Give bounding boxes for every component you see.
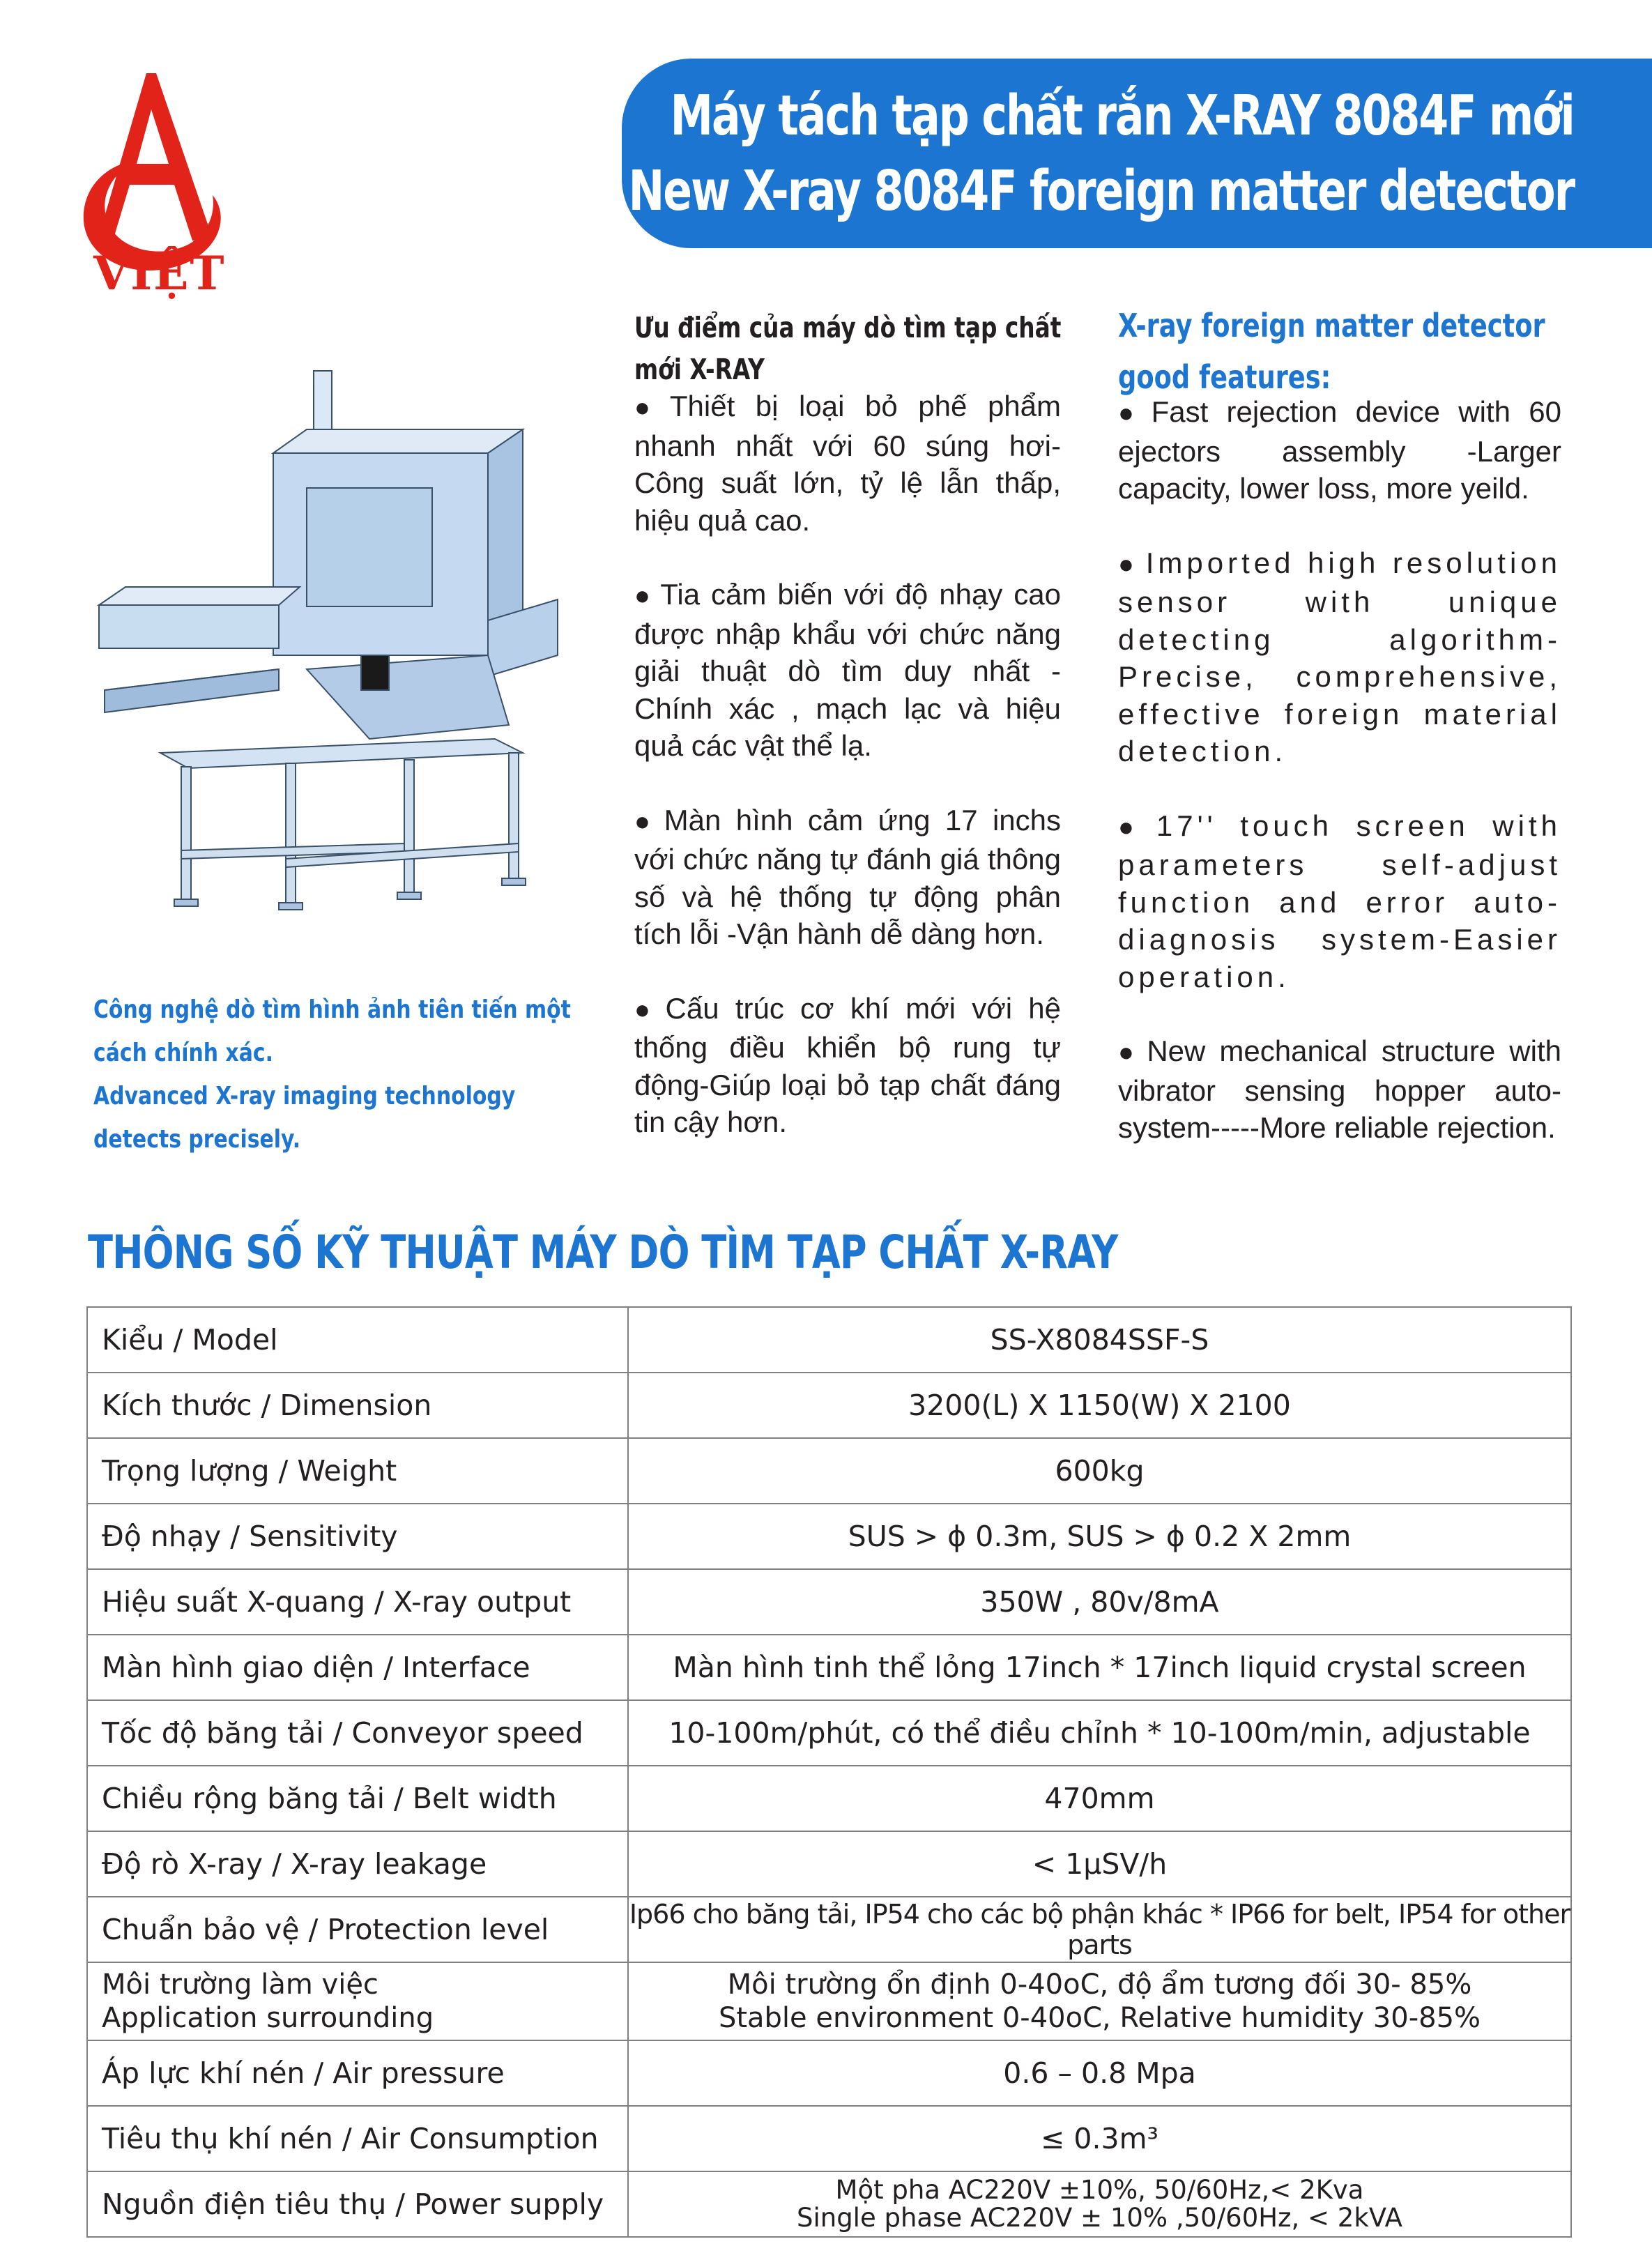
- spec-value: Ip66 cho băng tải, IP54 cho các bộ phận khác * IP66 for belt, IP54 for other parts: [628, 1897, 1571, 1962]
- features-heading: X-ray foreign matter detector: [1118, 307, 1545, 344]
- table-row: [87, 1700, 1571, 1766]
- spec-value: SUS > ɸ 0.3m, SUS > ɸ 0.2 X 2mm: [628, 1504, 1571, 1569]
- spec-label: Trọng lượng / Weight: [87, 1438, 628, 1504]
- table-row: [87, 2106, 1571, 2171]
- feature-item: ● Fast rejection device with 60 ejectors assembly -Larger capacity, lower loss, more yeild.: [1118, 395, 1561, 505]
- table-row: [87, 1569, 1571, 1635]
- feature-item: ● Màn hình cảm ứng 17 inchs với chức năng tự đánh giá thông số và hệ thống tự động phân tích lỗi -Vận hành dễ dàng hơn.: [634, 803, 1061, 950]
- spec-label: Tốc độ băng tải / Conveyor speed: [87, 1700, 628, 1766]
- spec-value: SS-X8084SSF-S: [628, 1307, 1571, 1373]
- spec-label: Độ rò X-ray / X-ray leakage: [87, 1831, 628, 1897]
- table-row: [87, 1307, 1571, 1373]
- feature-item: ● Thiết bị loại bỏ phế phẩm nhanh nhất với 60 súng hơi- Công suất lớn, tỷ lệ lẫn thấp, hiệu quả cao.: [634, 390, 1062, 537]
- spec-label: Chiều rộng băng tải / Belt width: [87, 1766, 628, 1831]
- bullet-icon: ●: [1118, 549, 1139, 579]
- feature-item: ● New mechanical structure with vibrator sensing hopper auto-system-----More reliable rejection.: [1118, 1034, 1561, 1144]
- bullet-icon: ●: [1118, 399, 1145, 428]
- spec-value-line: Stable environment 0-40oC, Relative humidity 30-85%: [718, 2002, 1481, 2034]
- bullet-icon: ●: [634, 581, 654, 611]
- spec-value: 10-100m/phút, có thể điều chỉnh * 10-100m/min, adjustable: [628, 1700, 1571, 1766]
- spec-label: Chuẩn bảo vệ / Protection level: [87, 1897, 628, 1962]
- table-row: [87, 1373, 1571, 1438]
- spec-value: [628, 1962, 1571, 2040]
- bullet-icon: ●: [1118, 1038, 1140, 1067]
- title-vietnamese: Máy tách tạp chất rắn X-RAY 8084F mới: [670, 84, 1574, 148]
- caption-line: detects precisely.: [93, 1125, 301, 1154]
- title-english: New X-ray 8084F foreign matter detector: [628, 159, 1574, 223]
- bullet-icon: ●: [634, 995, 659, 1025]
- spec-value: ≤ 0.3m³: [628, 2106, 1571, 2171]
- table-row: [87, 1962, 1571, 2040]
- table-row: [87, 1766, 1571, 1831]
- features-heading: good features:: [1118, 358, 1331, 396]
- xray-machine-illustration: [77, 362, 565, 934]
- image-caption: [93, 988, 574, 1161]
- bullet-icon: ●: [634, 807, 657, 836]
- company-logo: [70, 66, 251, 307]
- feature-item: ● Tia cảm biến với độ nhạy cao được nhập khẩu với chức năng giải thuật dò tìm duy nhất - Chính xác , mạch lạc và hiệu quả các vật thể lạ.: [634, 578, 1062, 762]
- feature-item: ● Cấu trúc cơ khí mới với hệ thống điều khiển bộ rung tự động-Giúp loại bỏ tạp chất đáng tin cậy hơn.: [634, 991, 1062, 1138]
- spec-title: THÔNG SỐ KỸ THUẬT MÁY DÒ TÌM TẠP CHẤT X-RAY: [88, 1225, 1118, 1279]
- table-row: [87, 1438, 1571, 1504]
- title-banner: [622, 59, 1652, 248]
- feature-item: ● Imported high resolution sensor with unique detecting algorithm-Precise, comprehensive, effective foreign material detection.: [1118, 546, 1561, 767]
- spec-label: Hiệu suất X-quang / X-ray output: [87, 1569, 628, 1635]
- bullet-icon: ●: [1118, 812, 1149, 842]
- spec-value: Màn hình tinh thể lỏng 17inch * 17inch liquid crystal screen: [628, 1635, 1571, 1700]
- spec-value: < 1µSV/h: [628, 1831, 1571, 1897]
- spec-value-line: Single phase AC220V ± 10% ,50/60Hz, < 2kVA: [796, 2203, 1402, 2233]
- caption-line: Advanced X-ray imaging technology: [93, 1082, 516, 1110]
- spec-label: [87, 1962, 628, 2040]
- spec-label-line: Application surrounding: [102, 2002, 434, 2034]
- feature-item: ● 17'' touch screen with parameters self-adjust function and error auto-diagnosis system-Easier operation.: [1118, 809, 1561, 993]
- spec-value: 470mm: [628, 1766, 1571, 1831]
- spec-value: 350W , 80v/8mA: [628, 1569, 1571, 1635]
- spec-label-line: Môi trường làm việc: [102, 1969, 378, 2001]
- table-row: [87, 1504, 1571, 1569]
- spec-value: 3200(L) X 1150(W) X 2100: [628, 1373, 1571, 1438]
- table-row: [87, 1635, 1571, 1700]
- table-row: [87, 2171, 1571, 2237]
- spec-value-line: Môi trường ổn định 0-40oC, độ ẩm tương đối 30- 85%: [727, 1969, 1472, 2001]
- table-row: [87, 1831, 1571, 1897]
- spec-table: [86, 1306, 1572, 2238]
- features-english: [1118, 300, 1561, 1184]
- spec-label: Tiêu thụ khí nén / Air Consumption: [87, 2106, 628, 2171]
- table-row: [87, 2040, 1571, 2106]
- spec-value: 600kg: [628, 1438, 1571, 1504]
- spec-value: [628, 2171, 1571, 2237]
- logo-text: VIỆT: [93, 246, 226, 300]
- spec-value-line: Một pha AC220V ±10%, 50/60Hz,< 2Kva: [835, 2175, 1364, 2205]
- spec-label: Kích thước / Dimension: [87, 1373, 628, 1438]
- spec-label: Nguồn điện tiêu thụ / Power supply: [87, 2171, 628, 2237]
- bullet-icon: ●: [634, 393, 663, 422]
- caption-line: Công nghệ dò tìm hình ảnh tiên tiến một: [93, 995, 571, 1024]
- spec-value: 0.6 – 0.8 Mpa: [628, 2040, 1571, 2106]
- spec-label: Kiểu / Model: [87, 1307, 628, 1373]
- spec-label: Áp lực khí nén / Air pressure: [87, 2040, 628, 2106]
- features-heading: Ưu điểm của máy dò tìm tạp chất: [634, 311, 1062, 344]
- table-row: [87, 1897, 1571, 1962]
- spec-label: Màn hình giao diện / Interface: [87, 1635, 628, 1700]
- features-vietnamese: [634, 307, 1061, 1178]
- features-heading: mới X-RAY: [634, 353, 765, 386]
- spec-label: Độ nhạy / Sensitivity: [87, 1504, 628, 1569]
- caption-line: cách chính xác.: [93, 1039, 273, 1067]
